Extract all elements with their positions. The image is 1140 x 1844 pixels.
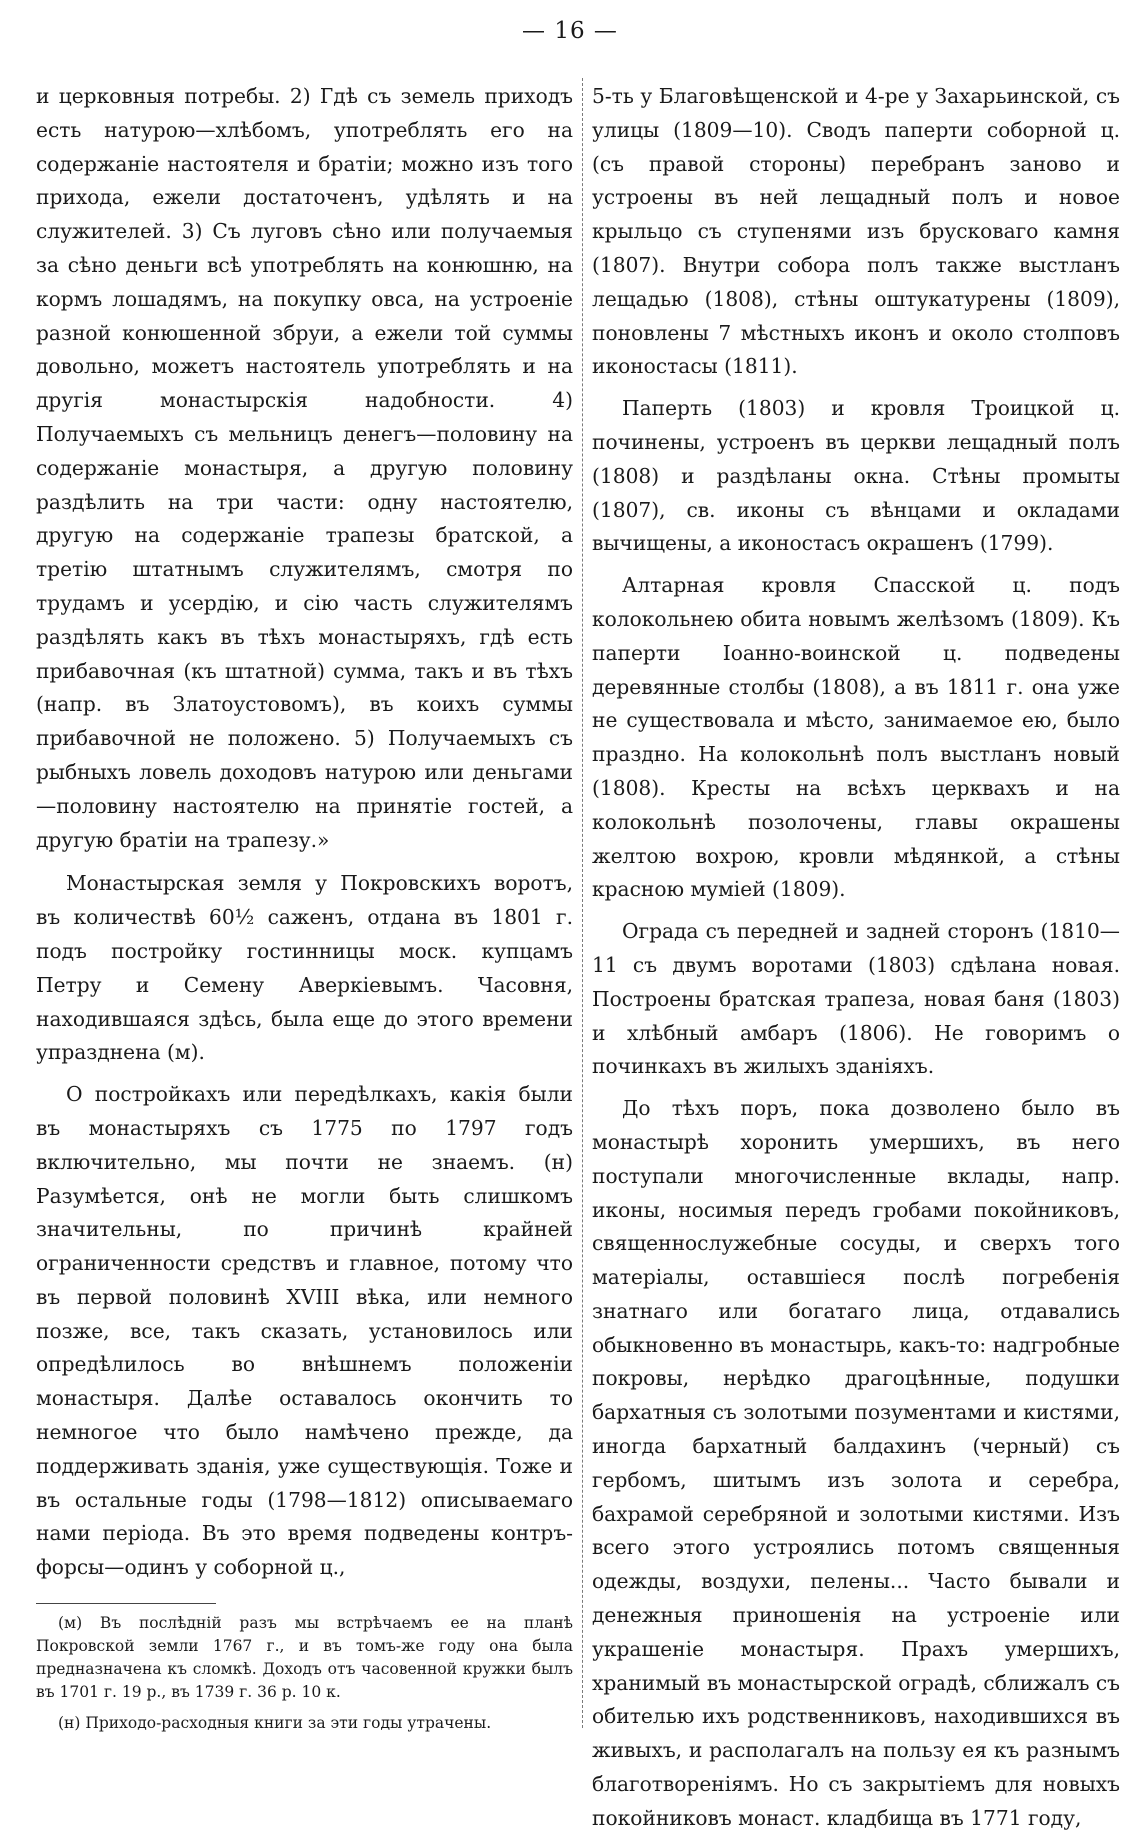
right-column — [592, 80, 1120, 1844]
right-paragraph-3: Алтарная кровля Спасской ц. подъ колокольнею обита новымъ желѣзомъ (1809). Къ паперти Іоанно-воинской ц. подведены деревянные столбы (1808), а въ 1811 г. она уже не существовала и мѣсто, занимаемое ею, было праздно. На колокольнѣ полъ выстланъ новый (1808). Кресты на всѣхъ церквахъ и на колокольнѣ позолочены, главы окрашены желтою вохрою, кровли мѣдянкой, а стѣны красною муміей (1809). — [592, 573, 1120, 902]
left-column — [36, 80, 573, 1743]
right-paragraph-1: 5-ть у Благовѣщенской и 4-ре у Захарьинской, съ улицы (1809—10). Сводъ паперти соборной ц. (съ правой стороны) перебранъ заново и устроены въ ней лещадный полъ и новое крыльцо съ ступенями изъ брусковаго камня (1807). Внутри собора полъ также выстланъ лещадью (1808), стѣны оштукатурены (1809), поновлены 7 мѣстныхъ иконъ и около столповъ иконостасы (1811). — [592, 84, 1120, 379]
left-paragraph-3: О постройкахъ или передѣлкахъ, какія были въ монастыряхъ съ 1775 по 1797 годъ включительно, мы почти не знаемъ. (н) Разумѣется, онѣ не могли быть слишкомъ значительны, по причинѣ крайней ограниченности средствъ и главное, потому что въ первой половинѣ XVIII вѣка, или немного позже, все, такъ сказать, установилось или опредѣлилось во внѣшнемъ положеніи монастыря. Далѣе оставалось окончить то немногое что было намѣчено прежде, да поддерживать зданія, уже существующія. Тоже и въ остальные годы (1798—1812) описываемаго нами періода. Въ это время подведены контръ-форсы—одинъ у соборной ц., — [36, 1082, 573, 1580]
footnote-rule — [36, 1603, 216, 1604]
page-number: — 16 — — [522, 18, 618, 44]
right-paragraph-2: Паперть (1803) и кровля Троицкой ц. починены, устроенъ въ церкви лещадный полъ (1808) и раздѣланы окна. Стѣны промыты (1807), св. иконы съ вѣнцами и окладами вычищены, а иконостасъ окрашенъ (1799). — [592, 396, 1120, 556]
right-paragraph-5: До тѣхъ поръ, пока дозволено было въ монастырѣ хоронить умершихъ, въ него поступали многочисленные вклады, напр. иконы, носимыя передъ гробами покойниковъ, священнослужебные сосуды, и сверхъ того матеріалы, оставшіеся послѣ погребенія знатнаго или богатаго лица, отдавались обыкновенно въ монастырь, какъ-то: надгробные покровы, нерѣдко драгоцѣнные, подушки бархатныя съ золотыми позументами и кистями, иногда бархатный балдахинъ (черный) съ гербомъ, шитымъ изъ золота и серебра, бахрамой серебряной и золотыми кистями. Изъ всего этого устроялись потомъ священныя одежды, воздухи, пелены... Часто бывали и денежныя приношенія на устроеніе или украшеніе монастыря. Прахъ умершихъ, хранимый въ монастырской оградѣ, сближалъ съ обителью ихъ родственниковъ, находившихся въ живыхъ, и располагалъ на пользу ея къ разнымъ благотвореніямъ. Но съ закрытіемъ для новыхъ покойниковъ монаст. кладбища въ 1771 году, — [592, 1096, 1120, 1830]
left-paragraph-2: Монастырская земля у Покровскихъ воротъ, въ количествѣ 60½ саженъ, отдана въ 1801 г. подъ постройку гостинницы моск. купцамъ Петру и Семену Аверкіевымъ. Часовня, находившаяся здѣсь, была еще до этого времени упразднена (м). — [36, 871, 573, 1065]
footnote-n: (н) Приходо-расходныя книги за эти годы утрачены. — [58, 1714, 492, 1733]
right-paragraph-4: Ограда съ передней и задней сторонъ (1810—11 съ двумъ воротами (1803) сдѣлана новая. Построены братская трапеза, новая баня (1803) и хлѣбный амбаръ (1806). Не говоримъ о починкахъ въ жилыхъ зданіяхъ. — [592, 919, 1120, 1079]
left-paragraph-1: и церковныя потребы. 2) Гдѣ съ земель приходъ есть натурою—хлѣбомъ, употреблять его на содержаніе настоятеля и братіи; можно изъ того прихода, ежели достаточенъ, удѣлять и на служителей. 3) Съ луговъ сѣно или получаемыя за сѣно деньги всѣ употреблять на конюшню, на кормъ лошадямъ, на покупку овса, на устроеніе разной конюшенной збруи, а ежели той суммы довольно, можетъ настоятель употреблять и на другія монастырскія надобности. 4) Получаемыхъ съ мельницъ денегъ—половину на содержаніе монастыря, а другую половину раздѣлить на три части: одну настоятелю, другую на содержаніе трапезы братской, а третію штатнымъ служителямъ, смотря по трудамъ и усердію, и сію часть служителямъ раздѣлять какъ въ тѣхъ монастыряхъ, гдѣ есть прибавочная (къ штатной) сумма, такъ и въ тѣхъ (напр. въ Златоустовомъ), въ коихъ суммы прибавочной не положено. 5) Получаемыхъ съ рыбныхъ ловель доходовъ натурою или деньгами—половину настоятелю на принятіе гостей, а другую братіи на трапезу.» — [36, 84, 573, 852]
column-divider — [582, 78, 583, 1728]
footnote-m: (м) Въ послѣдній разъ мы встрѣчаемъ ее на планѣ Покровской земли 1767 г., и въ томъ-же году она была предназначена къ сломкѣ. Доходъ отъ часовенной кружки былъ въ 1701 г. 19 р., въ 1739 г. 36 р. 10 к. — [36, 1614, 573, 1702]
